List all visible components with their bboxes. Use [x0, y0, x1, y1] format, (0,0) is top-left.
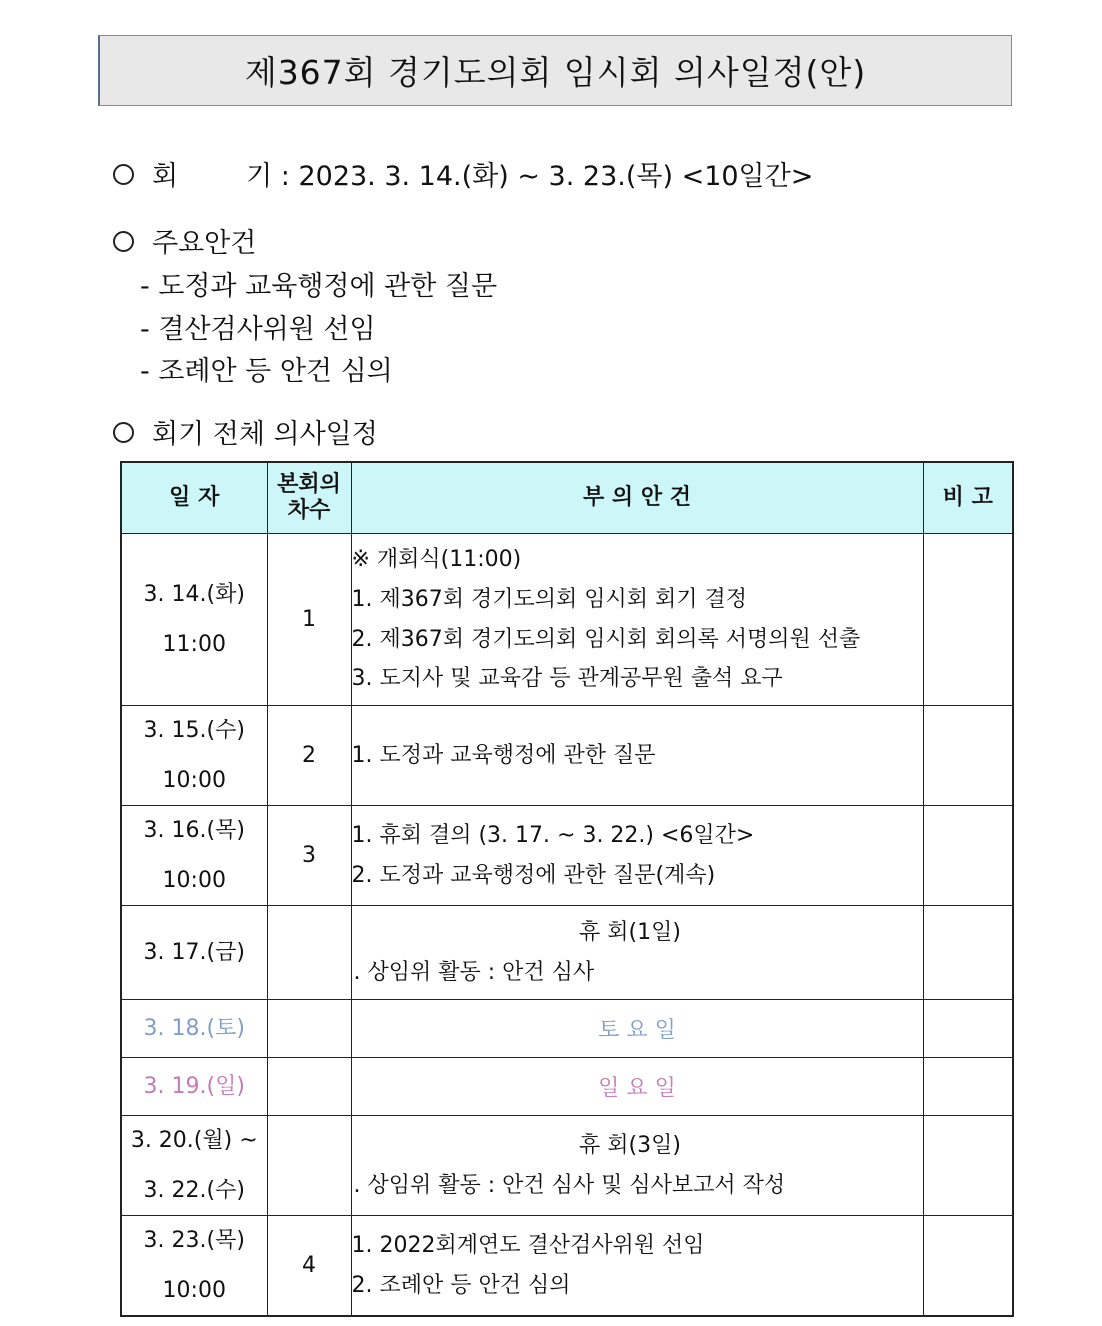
row-session-no [267, 1058, 351, 1116]
table-row [121, 806, 1013, 906]
row-date: 3. 16.(목) 10:00 [121, 806, 267, 906]
session-period-line [113, 163, 813, 190]
row-date: 3. 23.(목) 10:00 [121, 1216, 267, 1317]
document-title-text: 제367회 경기도의회 임시회 의사일정(안) [244, 53, 867, 92]
schedule-heading [113, 421, 378, 448]
circle-bullet-icon [113, 231, 134, 252]
row-note [923, 1216, 1013, 1317]
document-title [98, 35, 1012, 106]
table-row [121, 1000, 1013, 1058]
main-agenda-heading [113, 230, 256, 257]
row-session-no: 2 [267, 706, 351, 806]
header-date: 일 자 [121, 462, 267, 534]
agenda-line: 2. 제367회 경기도의회 임시회 회의록 서명의원 선출 [351, 626, 861, 652]
row-agenda [351, 534, 923, 706]
header-session-no-line1: 본회의 [277, 471, 341, 497]
row-note [923, 1058, 1013, 1116]
row-note [923, 706, 1013, 806]
circle-bullet-icon [113, 422, 134, 443]
header-session-no [267, 462, 351, 534]
row-agenda [351, 906, 923, 1000]
row-note [923, 906, 1013, 1000]
recess-label: 휴 회(1일) [579, 919, 681, 945]
table-row [121, 706, 1013, 806]
row-date: 3. 17.(금) [121, 906, 267, 1000]
schedule-heading-text: 회기 전체 의사일정 [152, 419, 378, 450]
session-period-value: : 2023. 3. 14.(화) ~ 3. 23.(목) <10일간> [280, 161, 814, 192]
row-date: 3. 15.(수) 10:00 [121, 706, 267, 806]
row-session-no [267, 1000, 351, 1058]
table-row [121, 1116, 1013, 1216]
agenda-line: ※ 개회식(11:00) [351, 547, 522, 573]
main-agenda-item: - 결산검사위원 선임 [140, 314, 376, 345]
agenda-line: 2. 조례안 등 안건 심의 [351, 1272, 571, 1298]
table-row [121, 906, 1013, 1000]
table-row [121, 1216, 1013, 1317]
row-date-saturday: 3. 18.(토) [121, 1000, 267, 1058]
row-agenda [351, 706, 923, 806]
header-session-no-line2: 차수 [287, 498, 331, 523]
header-agenda: 부 의 안 건 [351, 462, 923, 534]
row-session-no: 3 [267, 806, 351, 906]
agenda-line: 3. 도지사 및 교육감 등 관계공무원 출석 요구 [351, 666, 783, 692]
recess-label: 휴 회(3일) [579, 1132, 681, 1158]
row-agenda [351, 1216, 923, 1317]
row-date: 3. 20.(월) ~ 3. 22.(수) [121, 1116, 267, 1216]
row-note [923, 806, 1013, 906]
main-agenda-heading-text: 주요안건 [152, 228, 257, 259]
main-agenda-item: - 조례안 등 안건 심의 [140, 356, 393, 387]
session-label-a: 회 [152, 161, 179, 192]
circle-bullet-icon [113, 164, 134, 185]
agenda-line: 1. 2022회계연도 결산검사위원 선임 [351, 1232, 705, 1258]
sunday-label: 일 요 일 [351, 1058, 923, 1116]
recess-detail: . 상임위 활동 : 안건 심사 [353, 959, 595, 985]
session-label-b: 기 [246, 161, 273, 192]
table-row [121, 1058, 1013, 1116]
row-note [923, 1000, 1013, 1058]
agenda-line: 2. 도정과 교육행정에 관한 질문(계속) [351, 862, 716, 888]
row-date-sunday: 3. 19.(일) [121, 1058, 267, 1116]
row-agenda [351, 1116, 923, 1216]
header-note: 비 고 [923, 462, 1013, 534]
row-note [923, 1116, 1013, 1216]
row-session-no [267, 906, 351, 1000]
row-date: 3. 14.(화) 11:00 [121, 534, 267, 706]
table-header-row [121, 462, 1013, 534]
agenda-line: 1. 도정과 교육행정에 관한 질문 [351, 742, 656, 768]
saturday-label: 토 요 일 [351, 1000, 923, 1058]
agenda-line: 1. 휴회 결의 (3. 17. ~ 3. 22.) <6일간> [351, 822, 755, 848]
agenda-line: 1. 제367회 경기도의회 임시회 회기 결정 [351, 586, 747, 612]
schedule-table [120, 461, 1014, 1317]
row-session-no: 4 [267, 1216, 351, 1317]
row-note [923, 534, 1013, 706]
recess-detail: . 상임위 활동 : 안건 심사 및 심사보고서 작성 [353, 1172, 786, 1198]
main-agenda-item: - 도정과 교육행정에 관한 질문 [140, 271, 498, 302]
table-row [121, 534, 1013, 706]
row-session-no: 1 [267, 534, 351, 706]
row-session-no [267, 1116, 351, 1216]
row-agenda [351, 806, 923, 906]
